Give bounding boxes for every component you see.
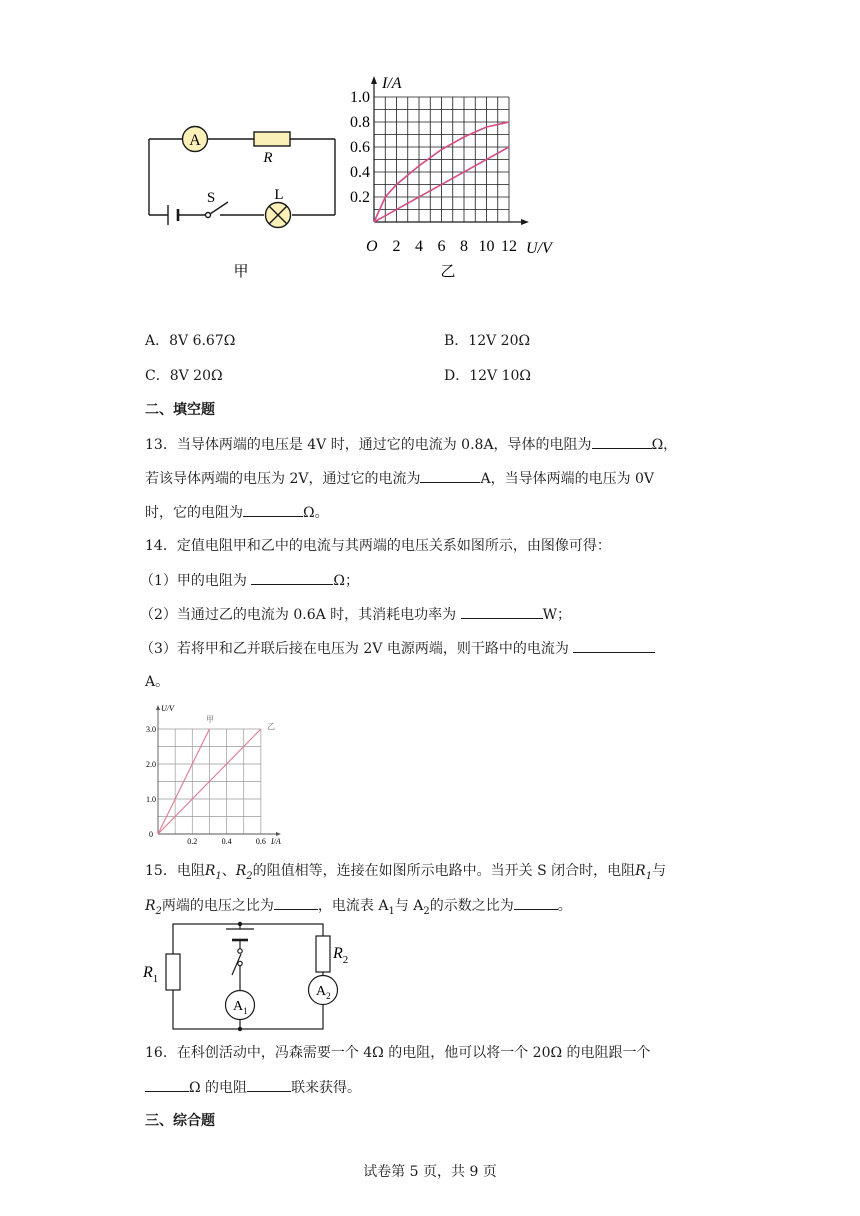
- y-tick-label: 2.0: [146, 760, 156, 769]
- figure-caption-jia: 甲: [233, 264, 249, 280]
- iu-graph-yi: [340, 70, 555, 285]
- question-16-line-1: 16．在科创活动中，冯森需要一个 4Ω 的电阻，他可以将一个 20Ω 的电阻跟一个: [145, 1045, 651, 1061]
- x-tick-label: 0.6: [255, 837, 266, 846]
- lamp-symbol: [266, 203, 291, 228]
- option-b: B．12V 20Ω: [444, 333, 531, 349]
- question-16-line-2: [145, 1077, 361, 1098]
- question-13-line-1: [145, 434, 677, 455]
- q15-text-2d: 的示数之比为: [429, 898, 514, 914]
- q15-blank-1: [274, 895, 318, 910]
- q16-text-2a: Ω 的电阻: [189, 1080, 248, 1096]
- battery-symbol: [226, 929, 254, 940]
- q13-text-3a: 时，它的电阻为: [145, 505, 243, 521]
- y-axis-arrow: [156, 705, 160, 710]
- x-tick-label: 0.2: [187, 837, 198, 846]
- q16-blank-2: [247, 1077, 291, 1092]
- x-axis-arrow: [521, 219, 529, 225]
- y-axis-label: U/V: [161, 704, 174, 713]
- resistor-symbol: [254, 132, 290, 146]
- section-heading-fill-in: 二、填空题: [145, 402, 215, 418]
- q15-r2: R: [235, 863, 247, 879]
- y-tick-label: 0.4: [350, 164, 370, 181]
- series-label-yi: 乙: [267, 722, 275, 731]
- q13-blank-3: [243, 502, 303, 517]
- q13-blank-2: [420, 468, 480, 483]
- x-tick-label: 6: [437, 238, 446, 255]
- junction-dot: [238, 922, 242, 926]
- question-14-part-1: [140, 570, 359, 591]
- x-tick-label: 12: [501, 238, 517, 255]
- y-tick-label: 0.2: [350, 189, 370, 206]
- battery-symbol: [168, 205, 178, 225]
- figure-caption-yi: 乙: [440, 264, 456, 280]
- question-14-part-3-unit: A。: [145, 674, 170, 690]
- y-axis-label: I/A: [382, 75, 402, 92]
- x-axis-label: U/V: [526, 240, 552, 257]
- y-tick-label: 3.0: [146, 725, 156, 734]
- y-tick-label: 1.0: [350, 89, 370, 106]
- q15-r1b: R: [635, 863, 646, 879]
- q13-text-2a: 若该导体两端的电压为 2V，通过它的电流为: [145, 471, 421, 487]
- question-15-line-2: [145, 895, 572, 916]
- q15-text-2b: ，电流表 A: [317, 898, 389, 914]
- q13-text-1b: Ω，: [651, 437, 678, 453]
- question-14-part-3: [140, 638, 655, 659]
- resistor-r1-label: $R_1$: [143, 964, 159, 985]
- q15-a2-sub: 2: [423, 905, 430, 917]
- q15-text-1c: 与: [652, 863, 667, 879]
- y-axis-arrow: [371, 76, 377, 84]
- question-14-stem: 14．定值电阻甲和乙中的电流与其两端的电压关系如图所示，由图像可得：: [145, 538, 611, 554]
- switch-label: S: [206, 190, 216, 206]
- y-tick-label: 0.8: [350, 114, 370, 131]
- y-tick-label: 1.0: [146, 795, 156, 804]
- option-c: C．8V 20Ω: [145, 368, 223, 384]
- q15-r1: R: [204, 863, 216, 879]
- q15-r1-sub: 1: [215, 870, 222, 882]
- q15-r2b: R: [145, 898, 156, 914]
- q15-r2b-sub: 2: [155, 905, 162, 917]
- q16-blank-1: [145, 1077, 189, 1092]
- x-tick-label: 4: [415, 238, 423, 255]
- question-13-line-2: [145, 468, 654, 489]
- q14-text-1a: （1）甲的电阻为: [140, 573, 247, 589]
- y-tick-label: 0.6: [350, 139, 370, 156]
- q14-blank-3: [573, 638, 655, 653]
- question-13-line-3: [145, 502, 329, 523]
- q14-text-1b: Ω；: [333, 573, 359, 589]
- circuit-figure-jia: [140, 120, 350, 285]
- q15-r2-sub: 2: [246, 870, 253, 882]
- q13-text-2b: A，当导体两端的电压为 0V: [480, 471, 655, 487]
- section-heading-comprehensive: 三、综合题: [145, 1113, 215, 1129]
- x-axis-arrow: [276, 832, 281, 836]
- x-tick-label: 8: [460, 238, 468, 255]
- q14-blank-1: [251, 570, 333, 585]
- series-label-jia: 甲: [206, 715, 214, 724]
- origin-label: 0: [149, 830, 153, 839]
- ammeter-a2-label: $A_2$: [316, 984, 331, 1001]
- page-footer: 试卷第 5 页，共 9 页: [363, 1164, 497, 1180]
- ammeter-a1-label: $A_1$: [233, 999, 248, 1016]
- option-a: A．8V 6.67Ω: [145, 333, 236, 349]
- resistor-label: R: [263, 150, 273, 166]
- graph-grid: [374, 97, 509, 222]
- q15-a1-sub: 1: [388, 905, 395, 917]
- q15-text-1b: 的阻值相等，连接在如图所示电路中。当开关 S 闭合时，电阻: [252, 863, 636, 879]
- resistor-r2-label: $R_2$: [333, 945, 349, 966]
- q15-sep: 、: [221, 863, 236, 879]
- x-tick-label: 0.4: [221, 837, 232, 846]
- q14-text-3a: （3）若将甲和乙并联后接在电压为 2V 电源两端，则干路中的电流为: [140, 641, 569, 657]
- resistor-r2-symbol: [316, 936, 330, 972]
- q15-blank-2: [514, 895, 558, 910]
- junction-dot: [238, 1027, 242, 1031]
- option-d: D．12V 10Ω: [444, 368, 532, 384]
- q14-blank-2: [461, 604, 543, 619]
- q15-text-2e: 。: [557, 898, 572, 914]
- q13-text-1a: 13．当导体两端的电压是 4V 时，通过它的电流为 0.8A，导体的电阻为: [145, 437, 592, 453]
- q13-text-3b: Ω。: [303, 505, 329, 521]
- question-15-line-1: [145, 861, 666, 881]
- q15-text-1a: 15．电阻: [145, 863, 205, 879]
- q16-text-2b: 联来获得。: [291, 1080, 362, 1096]
- ui-graph-q14: [143, 702, 293, 848]
- ammeter-label: A: [189, 132, 201, 149]
- resistor-r1-symbol: [166, 954, 180, 990]
- x-axis-label: I/A: [271, 837, 281, 846]
- q14-text-2a: （2）当通过乙的电流为 0.6A 时，其消耗电功率为: [140, 607, 457, 623]
- q15-text-2c: 与 A: [394, 898, 424, 914]
- x-tick-label: 10: [478, 238, 495, 255]
- lamp-label: L: [274, 187, 284, 203]
- origin-label: O: [366, 238, 378, 255]
- x-tick-label: 2: [392, 238, 401, 255]
- circuit-figure-q15: [140, 918, 355, 1036]
- q13-blank-1: [592, 434, 652, 449]
- q15-r1b-sub: 1: [645, 870, 653, 882]
- question-14-part-2: [140, 604, 571, 625]
- q15-text-2a: 两端的电压之比为: [161, 898, 274, 914]
- q14-text-2b: W；: [542, 607, 572, 623]
